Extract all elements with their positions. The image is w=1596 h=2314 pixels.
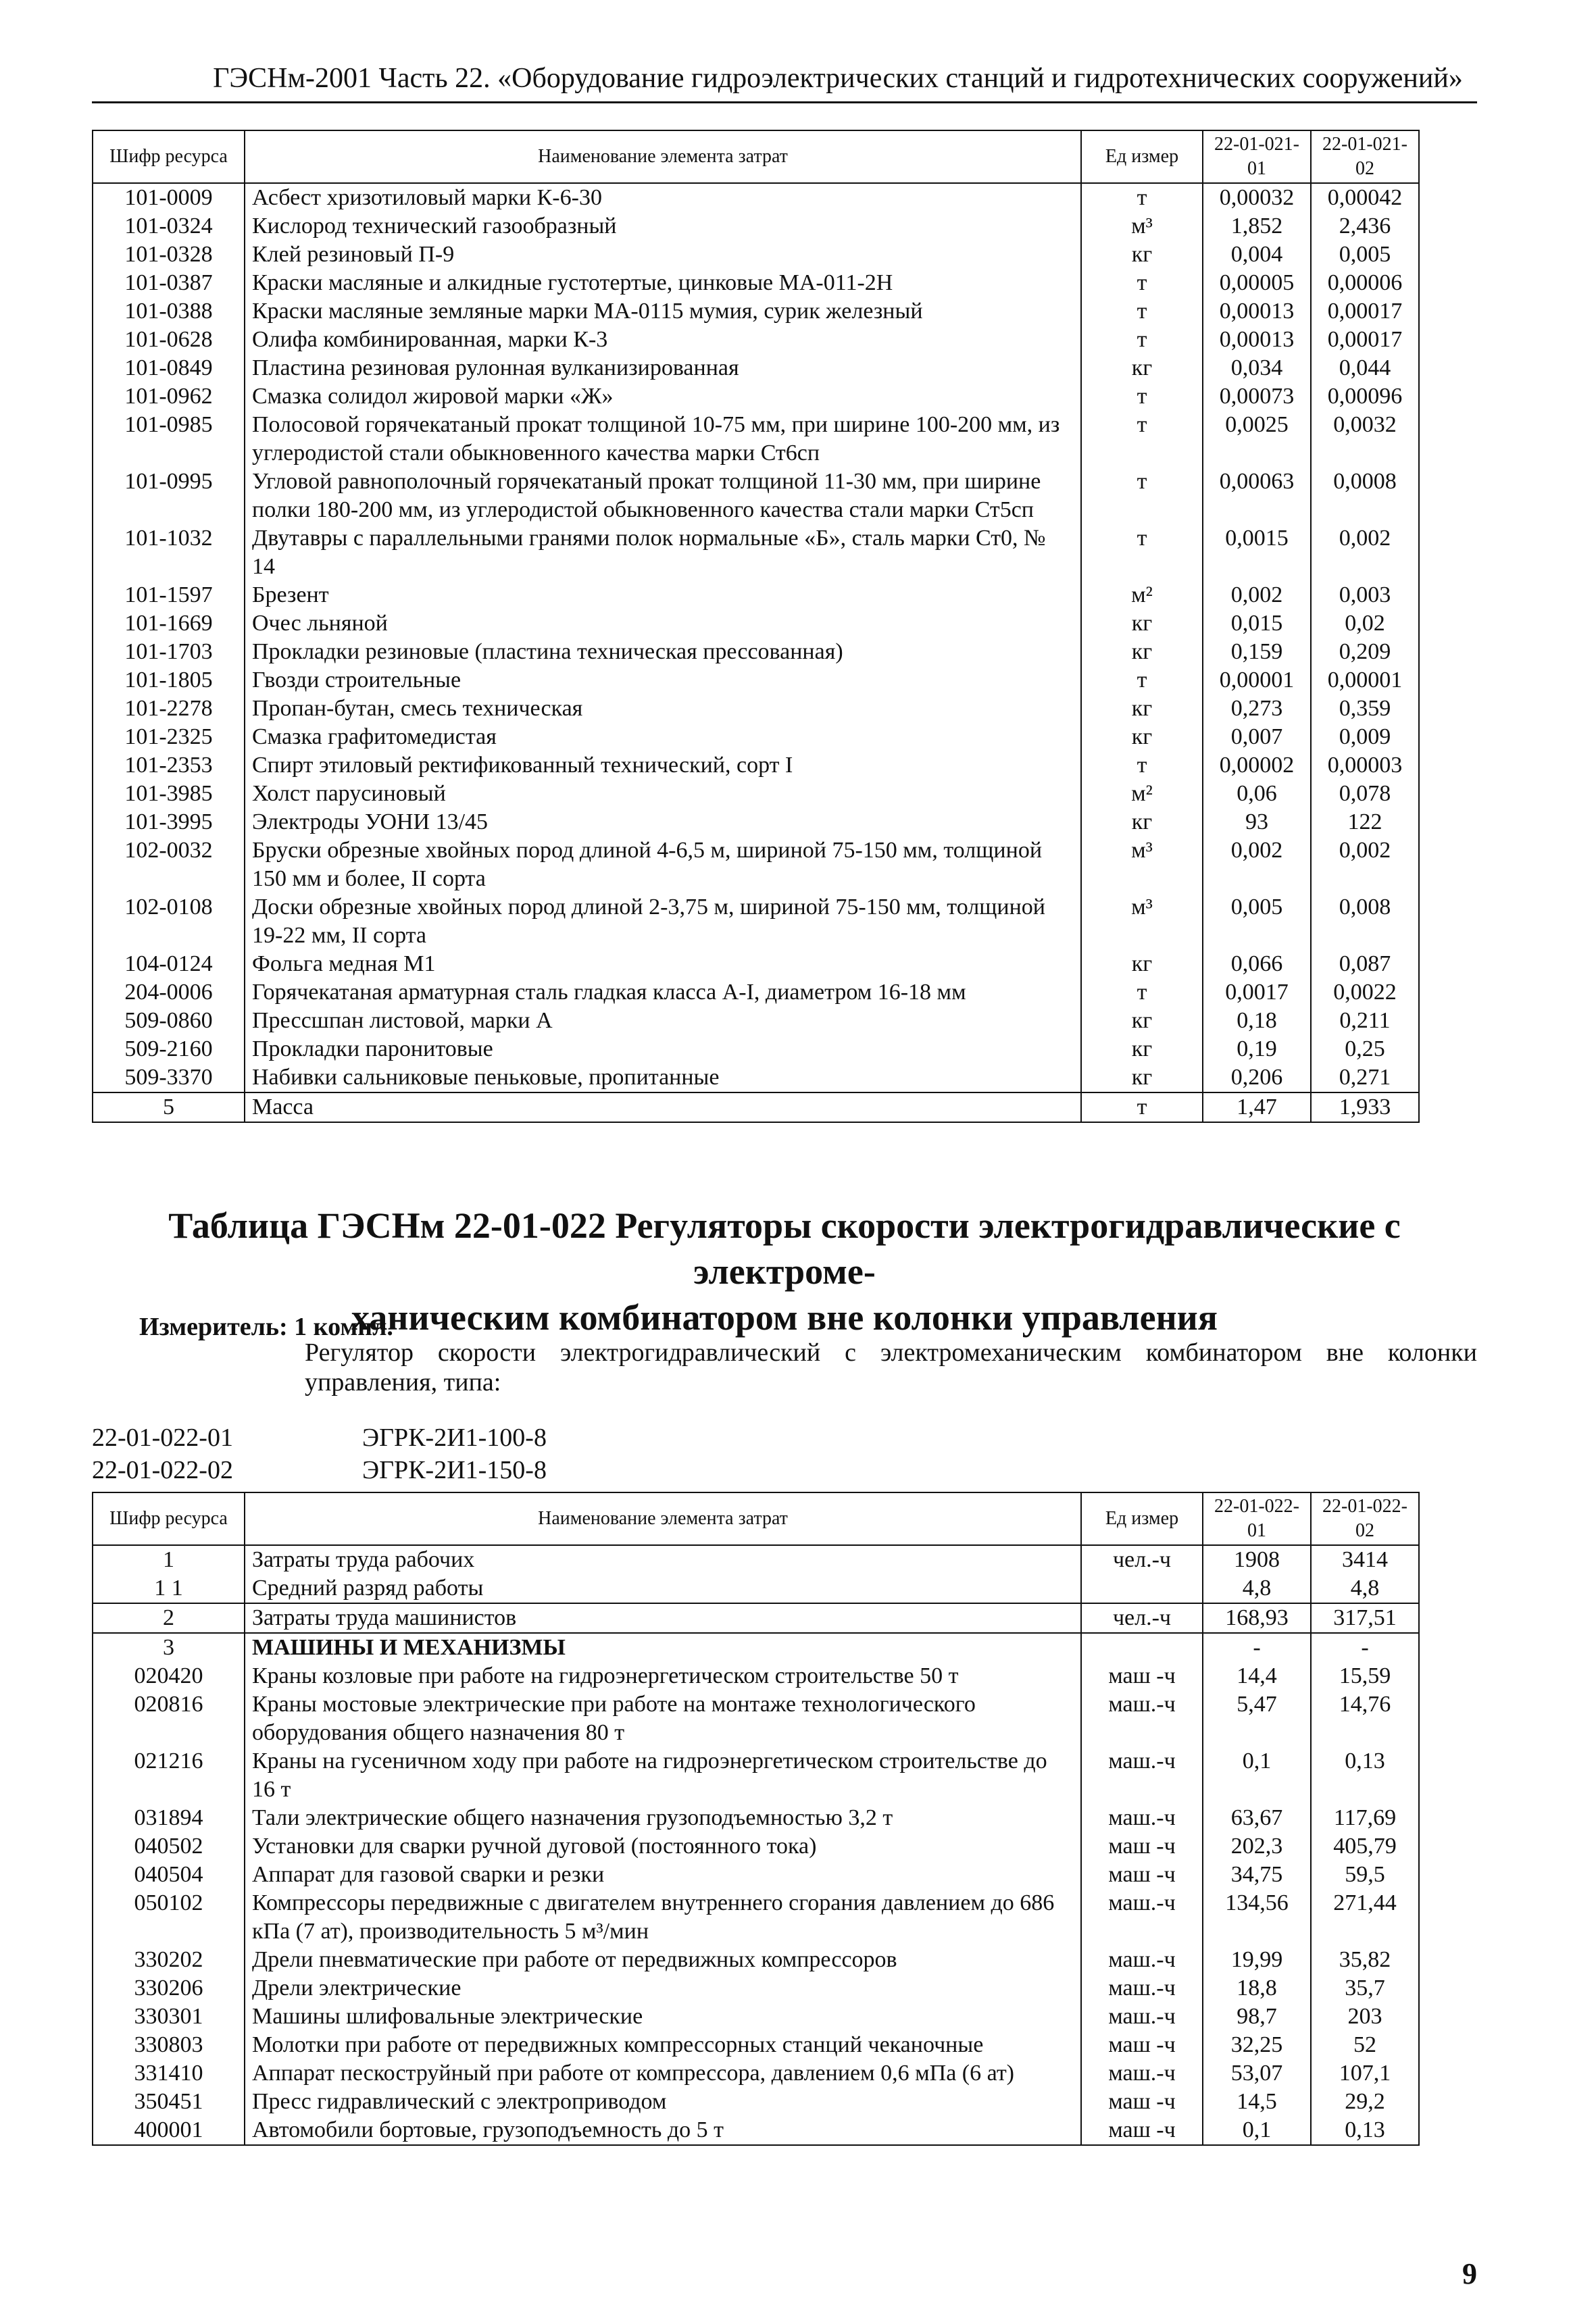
labor-machines-table: [92, 1492, 1420, 2146]
cell-value-2: 0,087: [1311, 950, 1419, 978]
cell-name: Дрели пневматические при работе от передвижных компрессоров: [245, 1946, 1081, 1974]
variant-code: 22-01-022-01: [92, 1424, 233, 1452]
cell-name: Асбест хризотиловый марки К-6-30: [245, 183, 1081, 212]
cell-value-1: 202,3: [1203, 1832, 1311, 1861]
table-row: [93, 666, 1419, 695]
cell-value-1: 14,5: [1203, 2088, 1311, 2116]
cell-name: Клей резиновый П-9: [245, 241, 1081, 269]
cell-unit: маш -ч: [1081, 1832, 1203, 1861]
cell-code: 330206: [93, 1974, 245, 2003]
cell-value-2: 122: [1311, 808, 1419, 836]
meter-description: Регулятор скорости электрогидравлический с электромеханическим комбинатором вне колонки управления, типа:: [305, 1338, 1477, 1397]
cell-value-2: 0,00096: [1311, 382, 1419, 411]
table-row: [93, 411, 1419, 468]
cell-code: 102-0108: [93, 893, 245, 950]
cell-name: Смазка солидол жировой марки «Ж»: [245, 382, 1081, 411]
cell-code: 101-0985: [93, 411, 245, 468]
cell-code: 102-0032: [93, 836, 245, 893]
cell-name: Доски обрезные хвойных пород длиной 2-3,75 м, шириной 75-150 мм, толщиной 19-22 мм, II сорта: [245, 893, 1081, 950]
table-row: [93, 609, 1419, 638]
cell-unit: маш.-ч: [1081, 2003, 1203, 2031]
cell-value-2: 0,0032: [1311, 411, 1419, 468]
cell-value-1: 98,7: [1203, 2003, 1311, 2031]
table-row: [93, 1662, 1419, 1690]
table-row: [93, 297, 1419, 326]
table-row: [93, 326, 1419, 354]
cell-value-1: 1908: [1203, 1545, 1311, 1574]
cell-code: 101-0388: [93, 297, 245, 326]
cell-value-2: 0,209: [1311, 638, 1419, 666]
cell-unit: кг: [1081, 354, 1203, 382]
cell-unit: чел.-ч: [1081, 1545, 1203, 1574]
cell-value-1: 0,015: [1203, 609, 1311, 638]
cell-name: Тали электрические общего назначения грузоподъемностью 3,2 т: [245, 1804, 1081, 1832]
cell-name: Дрели электрические: [245, 1974, 1081, 2003]
cell-code: 1: [93, 1545, 245, 1574]
cell-code: 101-3985: [93, 780, 245, 808]
cell-unit: т: [1081, 411, 1203, 468]
table-row: [93, 524, 1419, 581]
cell-value-2: 14,76: [1311, 1690, 1419, 1747]
cell-value-1: 0,0017: [1203, 978, 1311, 1007]
cell-name: Смазка графитомедистая: [245, 723, 1081, 751]
cell-value-1: 0,002: [1203, 836, 1311, 893]
table-row: [93, 1946, 1419, 1974]
table-row: [93, 2059, 1419, 2088]
table-row: [93, 1574, 1419, 1603]
table-row: [93, 1690, 1419, 1747]
cell-unit: т: [1081, 666, 1203, 695]
col-header-unit: Ед измер: [1081, 1492, 1203, 1545]
col-header-code: Шифр ресурса: [93, 130, 245, 183]
cell-name: Спирт этиловый ректификованный технический, сорт I: [245, 751, 1081, 780]
cell-unit: кг: [1081, 808, 1203, 836]
table-row: [93, 2031, 1419, 2059]
cell-name: Пресс гидравлический с электроприводом: [245, 2088, 1081, 2116]
cell-unit: кг: [1081, 1035, 1203, 1063]
table-row: [93, 354, 1419, 382]
cell-code: 101-2353: [93, 751, 245, 780]
cell-code: 101-3995: [93, 808, 245, 836]
table-row: [93, 1974, 1419, 2003]
table-row: [93, 1545, 1419, 1574]
cell-name: Фольга медная М1: [245, 950, 1081, 978]
cell-name: Краны мостовые электрические при работе на монтаже технологического оборудования общего назначения 80 т: [245, 1690, 1081, 1747]
cell-value-2: 0,00017: [1311, 326, 1419, 354]
cell-unit: т: [1081, 978, 1203, 1007]
cell-unit: маш -ч: [1081, 1662, 1203, 1690]
cell-value-1: 0,273: [1203, 695, 1311, 723]
cell-code: 330803: [93, 2031, 245, 2059]
table-title-line1: Таблица ГЭСНм 22-01-022 Регуляторы скорости электрогидравлические с электроме-: [168, 1205, 1401, 1292]
cell-value-1: 0,00032: [1203, 183, 1311, 212]
cell-code: 040502: [93, 1832, 245, 1861]
cell-code: 204-0006: [93, 978, 245, 1007]
cell-value-1: 0,06: [1203, 780, 1311, 808]
cell-unit: кг: [1081, 950, 1203, 978]
cell-code: 350451: [93, 2088, 245, 2116]
table-row: [93, 468, 1419, 524]
cell-code: 2: [93, 1603, 245, 1633]
col-header-unit: Ед измер: [1081, 130, 1203, 183]
cell-value-2: 0,002: [1311, 524, 1419, 581]
cell-unit: кг: [1081, 1007, 1203, 1035]
cell-code: 330301: [93, 2003, 245, 2031]
cell-code: 330202: [93, 1946, 245, 1974]
cell-value-2: 0,008: [1311, 893, 1419, 950]
cell-name: Затраты труда рабочих: [245, 1545, 1081, 1574]
cell-code: 101-1805: [93, 666, 245, 695]
cell-unit: м²: [1081, 780, 1203, 808]
cell-value-1: 134,56: [1203, 1889, 1311, 1946]
cell-value-2: 271,44: [1311, 1889, 1419, 1946]
cell-unit: т: [1081, 468, 1203, 524]
variant-type: ЭГРК-2И1-150-8: [362, 1456, 547, 1484]
cell-name: Аппарат пескоструйный при работе от компрессора, давлением 0,6 мПа (6 ат): [245, 2059, 1081, 2088]
table-row: [93, 638, 1419, 666]
cell-name: Горячекатаная арматурная сталь гладкая класса А-I, диаметром 16-18 мм: [245, 978, 1081, 1007]
cell-name: Гвозди строительные: [245, 666, 1081, 695]
cell-value-2: 0,00042: [1311, 183, 1419, 212]
cell-value-2: 107,1: [1311, 2059, 1419, 2088]
cell-name: МАШИНЫ И МЕХАНИЗМЫ: [245, 1633, 1081, 1662]
table-row: [93, 269, 1419, 297]
cell-code: 020420: [93, 1662, 245, 1690]
page-header: ГЭСНм-2001 Часть 22. «Оборудование гидроэлектрических станций и гидротехнических сооружений»: [213, 63, 1463, 94]
table-row: [93, 1889, 1419, 1946]
cell-code: 101-1669: [93, 609, 245, 638]
cell-name: Холст парусиновый: [245, 780, 1081, 808]
cell-value-2: 0,00017: [1311, 297, 1419, 326]
cell-code: 101-0962: [93, 382, 245, 411]
cell-value-2: 35,82: [1311, 1946, 1419, 1974]
cell-code: 101-0995: [93, 468, 245, 524]
cell-value-1: 0,066: [1203, 950, 1311, 978]
cell-value-1: 0,1: [1203, 2116, 1311, 2145]
cell-code: 101-0324: [93, 212, 245, 241]
cell-name: Компрессоры передвижные с двигателем внутреннего сгорания давлением до 686 кПа (7 ат), производительность 5 м³/мин: [245, 1889, 1081, 1946]
cell-value-1: 1,47: [1203, 1092, 1311, 1122]
table-row: [93, 893, 1419, 950]
cell-unit: кг: [1081, 695, 1203, 723]
cell-value-2: 0,271: [1311, 1063, 1419, 1092]
cell-value-1: 0,206: [1203, 1063, 1311, 1092]
table-row: [93, 808, 1419, 836]
cell-unit: маш -ч: [1081, 2116, 1203, 2145]
cell-code: 101-0849: [93, 354, 245, 382]
table-row: [93, 1035, 1419, 1063]
cell-value-2: 0,044: [1311, 354, 1419, 382]
cell-value-2: 117,69: [1311, 1804, 1419, 1832]
table-row: [93, 212, 1419, 241]
cell-unit: маш -ч: [1081, 2088, 1203, 2116]
cell-value-1: 0,00005: [1203, 269, 1311, 297]
table-row: [93, 950, 1419, 978]
cell-value-1: 168,93: [1203, 1603, 1311, 1633]
cell-unit: [1081, 1574, 1203, 1603]
table-row: [93, 1603, 1419, 1633]
cell-unit: маш.-ч: [1081, 1747, 1203, 1804]
cell-name: Краски масляные земляные марки МА-0115 мумия, сурик железный: [245, 297, 1081, 326]
cell-code: 050102: [93, 1889, 245, 1946]
table-row: [93, 723, 1419, 751]
col-header-v2: 22-01-021-02: [1311, 130, 1419, 183]
cell-unit: кг: [1081, 638, 1203, 666]
cell-unit: т: [1081, 297, 1203, 326]
cell-value-1: 0,004: [1203, 241, 1311, 269]
cell-value-1: 0,00013: [1203, 297, 1311, 326]
mass-row: [93, 1092, 1419, 1122]
cell-value-1: 4,8: [1203, 1574, 1311, 1603]
cell-value-1: 0,0025: [1203, 411, 1311, 468]
cell-code: 101-0009: [93, 183, 245, 212]
col-header-name: Наименование элемента затрат: [245, 1492, 1081, 1545]
cell-value-1: 0,00013: [1203, 326, 1311, 354]
cell-value-2: 317,51: [1311, 1603, 1419, 1633]
cell-unit: т: [1081, 269, 1203, 297]
cell-value-2: 203: [1311, 2003, 1419, 2031]
cell-name: Машины шлифовальные электрические: [245, 2003, 1081, 2031]
table-row: [93, 1804, 1419, 1832]
table-row: [93, 1747, 1419, 1804]
cell-code: 331410: [93, 2059, 245, 2088]
table-row: [93, 978, 1419, 1007]
cell-name: Масса: [245, 1092, 1081, 1122]
cell-value-2: 29,2: [1311, 2088, 1419, 2116]
cell-value-1: 5,47: [1203, 1690, 1311, 1747]
cell-code: 509-3370: [93, 1063, 245, 1092]
cell-value-2: 0,00001: [1311, 666, 1419, 695]
cell-code: 040504: [93, 1861, 245, 1889]
cell-value-2: 59,5: [1311, 1861, 1419, 1889]
cell-value-2: 15,59: [1311, 1662, 1419, 1690]
cell-name: Набивки сальниковые пеньковые, пропитанные: [245, 1063, 1081, 1092]
cell-name: Краны козловые при работе на гидроэнергетическом строительстве 50 т: [245, 1662, 1081, 1690]
cell-code: 101-0328: [93, 241, 245, 269]
cell-value-1: 0,005: [1203, 893, 1311, 950]
cell-code: 400001: [93, 2116, 245, 2145]
cell-name: Краски масляные и алкидные густотертые, цинковые МА-011-2Н: [245, 269, 1081, 297]
cell-value-1: 0,007: [1203, 723, 1311, 751]
cell-value-1: 0,1: [1203, 1747, 1311, 1804]
cell-value-1: 0,00073: [1203, 382, 1311, 411]
cell-name: Пропан-бутан, смесь техническая: [245, 695, 1081, 723]
cell-value-2: 0,211: [1311, 1007, 1419, 1035]
cell-value-1: 0,159: [1203, 638, 1311, 666]
cell-code: 5: [93, 1092, 245, 1122]
cell-unit: т: [1081, 326, 1203, 354]
table-row: [93, 2003, 1419, 2031]
table-row: [93, 581, 1419, 609]
cell-value-2: 0,005: [1311, 241, 1419, 269]
cell-name: Двутавры с параллельными гранями полок нормальные «Б», сталь марки Ст0, № 14: [245, 524, 1081, 581]
col-header-name: Наименование элемента затрат: [245, 130, 1081, 183]
cell-value-2: 0,13: [1311, 2116, 1419, 2145]
variant-code: 22-01-022-02: [92, 1456, 233, 1484]
cell-unit: т: [1081, 183, 1203, 212]
cell-value-1: 0,002: [1203, 581, 1311, 609]
cell-value-1: 0,00063: [1203, 468, 1311, 524]
cell-code: 031894: [93, 1804, 245, 1832]
cell-value-2: 0,13: [1311, 1747, 1419, 1804]
cell-value-2: 35,7: [1311, 1974, 1419, 2003]
cell-code: 3: [93, 1633, 245, 1662]
cell-unit: м³: [1081, 836, 1203, 893]
cell-value-2: 0,0008: [1311, 468, 1419, 524]
cell-name: Очес льняной: [245, 609, 1081, 638]
cell-name: Аппарат для газовой сварки и резки: [245, 1861, 1081, 1889]
table-row: [93, 836, 1419, 893]
cell-name: Автомобили бортовые, грузоподъемность до 5 т: [245, 2116, 1081, 2145]
cell-unit: маш.-ч: [1081, 1974, 1203, 2003]
cell-value-2: 0,009: [1311, 723, 1419, 751]
cell-unit: маш.-ч: [1081, 1889, 1203, 1946]
cell-name: Бруски обрезные хвойных пород длиной 4-6,5 м, шириной 75-150 мм, толщиной 150 мм и более, II сорта: [245, 836, 1081, 893]
cell-unit: [1081, 1633, 1203, 1662]
cell-unit: маш.-ч: [1081, 1690, 1203, 1747]
col-header-v1: 22-01-022-01: [1203, 1492, 1311, 1545]
cell-unit: маш.-ч: [1081, 2059, 1203, 2088]
cell-code: 1 1: [93, 1574, 245, 1603]
cell-code: 101-0387: [93, 269, 245, 297]
cell-name: Полосовой горячекатаный прокат толщиной 10-75 мм, при ширине 100-200 мм, из углеродистой стали обыкновенного качества марки Ст6сп: [245, 411, 1081, 468]
cell-value-1: 18,8: [1203, 1974, 1311, 2003]
cell-value-2: 0,359: [1311, 695, 1419, 723]
cell-code: 101-0628: [93, 326, 245, 354]
cell-unit: кг: [1081, 609, 1203, 638]
variant-type: ЭГРК-2И1-100-8: [362, 1424, 547, 1452]
cell-code: 101-1703: [93, 638, 245, 666]
header-rule: [92, 101, 1477, 103]
cell-code: 101-2278: [93, 695, 245, 723]
table-row: [93, 2088, 1419, 2116]
cell-name: Пластина резиновая рулонная вулканизированная: [245, 354, 1081, 382]
cell-value-1: 0,00001: [1203, 666, 1311, 695]
col-header-v2: 22-01-022-02: [1311, 1492, 1419, 1545]
cell-unit: чел.-ч: [1081, 1603, 1203, 1633]
cell-value-2: 0,00003: [1311, 751, 1419, 780]
cell-unit: маш.-ч: [1081, 1946, 1203, 1974]
table-row: [93, 751, 1419, 780]
page-number: 9: [1462, 2257, 1477, 2290]
cell-value-2: 0,002: [1311, 836, 1419, 893]
cell-value-1: 1,852: [1203, 212, 1311, 241]
cell-name: Угловой равнополочный горячекатаный прокат толщиной 11-30 мм, при ширине полки 180-200 мм, из углеродистой обыкновенного качества стали марки Ст5сп: [245, 468, 1081, 524]
table-title-line2: ханическим комбинатором вне колонки управления: [351, 1297, 1218, 1338]
col-header-code: Шифр ресурса: [93, 1492, 245, 1545]
cell-code: 020816: [93, 1690, 245, 1747]
cell-name: Затраты труда машинистов: [245, 1603, 1081, 1633]
cell-unit: м³: [1081, 212, 1203, 241]
cell-value-2: 405,79: [1311, 1832, 1419, 1861]
cell-code: 101-2325: [93, 723, 245, 751]
cell-code: 021216: [93, 1747, 245, 1804]
cell-value-2: 4,8: [1311, 1574, 1419, 1603]
cell-unit: м²: [1081, 581, 1203, 609]
cell-value-2: 2,436: [1311, 212, 1419, 241]
table-row: [93, 780, 1419, 808]
cell-value-2: 52: [1311, 2031, 1419, 2059]
meter-label: Измеритель: 1 компл.: [139, 1313, 393, 1341]
cell-value-1: 14,4: [1203, 1662, 1311, 1690]
cell-name: Молотки при работе от передвижных компрессорных станций чеканочные: [245, 2031, 1081, 2059]
cell-unit: т: [1081, 524, 1203, 581]
cell-unit: маш -ч: [1081, 2031, 1203, 2059]
table-row: [93, 1832, 1419, 1861]
table-row: [93, 183, 1419, 212]
col-header-v1: 22-01-021-01: [1203, 130, 1311, 183]
cell-value-1: 63,67: [1203, 1804, 1311, 1832]
cell-value-2: 0,0022: [1311, 978, 1419, 1007]
cell-unit: маш -ч: [1081, 1861, 1203, 1889]
table-row: [93, 1633, 1419, 1662]
cell-value-2: -: [1311, 1633, 1419, 1662]
cell-unit: м³: [1081, 893, 1203, 950]
cell-value-2: 0,00006: [1311, 269, 1419, 297]
cell-value-2: 0,078: [1311, 780, 1419, 808]
cell-unit: т: [1081, 382, 1203, 411]
cell-value-2: 3414: [1311, 1545, 1419, 1574]
cell-name: Прокладки паронитовые: [245, 1035, 1081, 1063]
cell-value-1: 19,99: [1203, 1946, 1311, 1974]
cell-value-1: 0,19: [1203, 1035, 1311, 1063]
cell-value-1: 53,07: [1203, 2059, 1311, 2088]
cell-unit: маш.-ч: [1081, 1804, 1203, 1832]
table-row: [93, 2116, 1419, 2145]
cell-name: Средний разряд работы: [245, 1574, 1081, 1603]
cell-name: Установки для сварки ручной дуговой (постоянного тока): [245, 1832, 1081, 1861]
cell-unit: кг: [1081, 723, 1203, 751]
cell-name: Прокладки резиновые (пластина техническая прессованная): [245, 638, 1081, 666]
cell-code: 509-2160: [93, 1035, 245, 1063]
cell-code: 101-1032: [93, 524, 245, 581]
materials-table: [92, 130, 1420, 1123]
table-row: [93, 1007, 1419, 1035]
cell-value-1: 93: [1203, 808, 1311, 836]
cell-name: Прессшпан листовой, марки А: [245, 1007, 1081, 1035]
table-row: [93, 241, 1419, 269]
cell-value-2: 0,003: [1311, 581, 1419, 609]
table-row: [93, 1063, 1419, 1092]
cell-value-1: 0,00002: [1203, 751, 1311, 780]
cell-unit: т: [1081, 751, 1203, 780]
cell-name: Олифа комбинированная, марки К-3: [245, 326, 1081, 354]
cell-code: 509-0860: [93, 1007, 245, 1035]
cell-value-2: 0,02: [1311, 609, 1419, 638]
cell-value-1: -: [1203, 1633, 1311, 1662]
cell-name: Кислород технический газообразный: [245, 212, 1081, 241]
cell-unit: т: [1081, 1092, 1203, 1122]
cell-value-1: 34,75: [1203, 1861, 1311, 1889]
cell-value-2: 1,933: [1311, 1092, 1419, 1122]
cell-value-1: 0,18: [1203, 1007, 1311, 1035]
cell-code: 104-0124: [93, 950, 245, 978]
cell-code: 101-1597: [93, 581, 245, 609]
cell-value-1: 32,25: [1203, 2031, 1311, 2059]
cell-value-1: 0,034: [1203, 354, 1311, 382]
cell-value-2: 0,25: [1311, 1035, 1419, 1063]
cell-unit: кг: [1081, 241, 1203, 269]
table-row: [93, 1861, 1419, 1889]
cell-name: Электроды УОНИ 13/45: [245, 808, 1081, 836]
cell-value-1: 0,0015: [1203, 524, 1311, 581]
cell-name: Краны на гусеничном ходу при работе на гидроэнергетическом строительстве до 16 т: [245, 1747, 1081, 1804]
table-row: [93, 695, 1419, 723]
cell-name: Брезент: [245, 581, 1081, 609]
cell-unit: кг: [1081, 1063, 1203, 1092]
table-row: [93, 382, 1419, 411]
